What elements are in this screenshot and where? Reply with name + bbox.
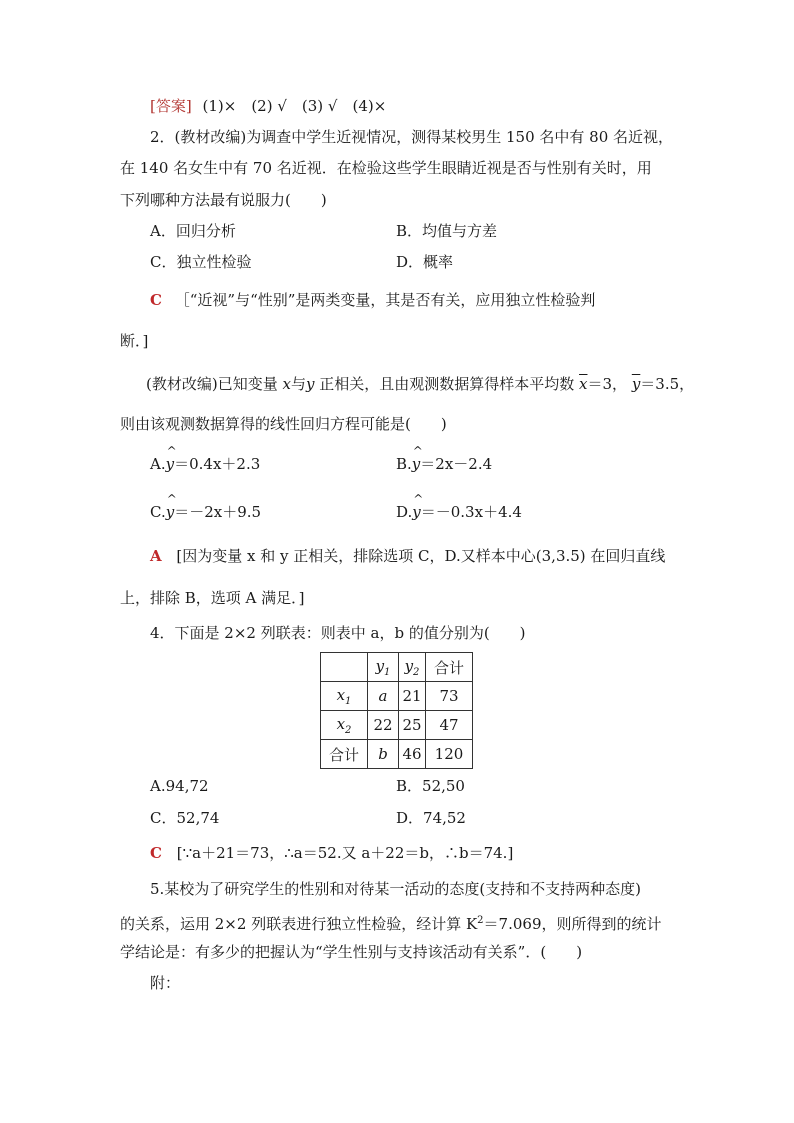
option-label: D. (396, 503, 413, 521)
y-hat-symbol: ^ y (166, 453, 174, 475)
answer-text: (1)× (2) √ (3) √ (4)× (202, 97, 387, 115)
q3-stem-part: 正相关，且由观测数据算得样本平均数 (314, 375, 575, 393)
table-cell: 25 (399, 711, 426, 740)
q2-answer-line-2: 断．] (120, 332, 149, 350)
q2-stem-line-3: 下列哪种方法最有说服力( ) (120, 191, 327, 209)
table-cell: 73 (426, 682, 473, 711)
q3-option-a (150, 453, 260, 475)
q2-answer-line-1 (150, 289, 595, 311)
q3-option-b (396, 453, 492, 475)
table-cell: b (368, 740, 399, 769)
x-bar-symbol: $\overline{x}$ (579, 375, 588, 393)
q2-stem-line-1: 2．(教材改编)为调查中学生近视情况，测得某校男生 150 名中有 80 名近视， (150, 128, 674, 146)
q2-option-d: D．概率 (396, 253, 454, 271)
q3-stem-part: (教材改编)已知变量 (146, 375, 283, 393)
q4-option-b: B．52,50 (396, 777, 465, 795)
q1-answer-line (150, 95, 386, 117)
q2-option-c: C．独立性检验 (150, 253, 252, 271)
q5-stem-part: ＝7.069，则所得到的统计 (483, 915, 662, 933)
q2-stem-line-2: 在 140 名女生中有 70 名近视．在检验这些学生眼睛近视是否与性别有关时，用 (120, 159, 652, 177)
q3-answer-letter: A (150, 547, 162, 565)
subscript: 2 (413, 666, 420, 678)
q3-answer-line-1 (150, 545, 665, 567)
table-cell (321, 653, 368, 682)
q2-option-a: A．回归分析 (150, 222, 236, 240)
subscript: 2 (345, 724, 352, 736)
q3-stem-line-1 (146, 373, 694, 395)
y-hat-symbol: ^ y (412, 453, 420, 475)
q4-stem: 4．下面是 2×2 列联表：则表中 a，b 的值分别为( ) (150, 624, 526, 642)
table-cell: $x_1$ (321, 682, 368, 711)
table-row (321, 740, 473, 769)
option-equation: ＝2x－2.4 (420, 455, 493, 473)
q3-answer-text: [因为变量 x 和 y 正相关，排除选项 C，D.又样本中心(3,3.5) 在回归直线 (176, 547, 666, 565)
y-hat-symbol: ^ y (412, 501, 420, 523)
table-cell: 21 (399, 682, 426, 711)
table-cell: $x_2$ (321, 711, 368, 740)
option-label: B. (396, 455, 412, 473)
x-bar-value: ＝3， (587, 375, 628, 393)
q2-answer-text: ［“近视”与“性别”是两类变量，其是否有关，应用独立性检验判 (174, 291, 596, 309)
table-cell: 22 (368, 711, 399, 740)
subscript: 1 (384, 666, 391, 678)
option-equation: ＝－0.3x＋4.4 (420, 503, 522, 521)
answer-label: [答案] (150, 97, 192, 115)
table-row (321, 682, 473, 711)
q4-answer-letter: C (150, 844, 162, 862)
q5-stem-line-3: 学结论是：有多少的把握认为“学生性别与支持该活动有关系”．( ) (120, 943, 583, 961)
table-row (321, 711, 473, 740)
q5-stem-part: 的关系，运用 2×2 列联表进行独立性检验，经计算 K (120, 915, 478, 933)
q4-answer-text: [∵a＋21＝73，∴a＝52.又 a＋22＝b，∴b＝74.] (176, 844, 514, 862)
q3-stem-line-2: 则由该观测数据算得的线性回归方程可能是( ) (120, 415, 447, 433)
option-equation: ＝0.4x＋2.3 (174, 455, 261, 473)
q4-answer-line (150, 842, 513, 864)
q3-option-c (150, 501, 261, 523)
cell-text: $y_1$ (375, 656, 391, 678)
table-cell: a (368, 682, 399, 711)
k-squared-exponent: 2 (477, 915, 484, 926)
q3-answer-line-2: 上，排除 B，选项 A 满足．] (120, 589, 305, 607)
option-label: A. (150, 455, 166, 473)
q3-stem-part: 与 (290, 375, 306, 393)
table-header-row (321, 653, 473, 682)
var-y: y (305, 375, 315, 393)
q4-option-d: D．74,52 (396, 809, 466, 827)
q5-stem-line-1: 5.某校为了研究学生的性别和对待某一活动的态度(支持和不支持两种态度) (150, 880, 642, 898)
q4-option-a: A.94,72 (150, 777, 209, 795)
table-cell: 合计 (426, 653, 473, 682)
q5-stem-line-2 (120, 910, 662, 935)
q2-answer-letter: C (150, 291, 162, 309)
var-x: x (282, 375, 291, 393)
q2-option-b: B．均值与方差 (396, 222, 498, 240)
y-bar-symbol: $\overline{y}$ (631, 375, 641, 393)
option-label: C. (150, 503, 166, 521)
table-cell (399, 653, 426, 682)
cell-text: $y_2$ (404, 656, 420, 678)
table-cell: 合计 (321, 740, 368, 769)
q3-option-d (396, 501, 522, 523)
table-cell: 46 (399, 740, 426, 769)
option-equation: ＝－2x＋9.5 (174, 503, 262, 521)
table-cell: 120 (426, 740, 473, 769)
table-cell: 47 (426, 711, 473, 740)
q5-appendix-label: 附： (150, 974, 181, 992)
table-cell (368, 653, 399, 682)
q4-option-c: C．52,74 (150, 809, 220, 827)
subscript: 1 (345, 695, 352, 707)
y-hat-symbol: ^ y (166, 501, 174, 523)
y-bar-value: ＝3.5， (640, 375, 695, 393)
contingency-table (320, 652, 473, 769)
